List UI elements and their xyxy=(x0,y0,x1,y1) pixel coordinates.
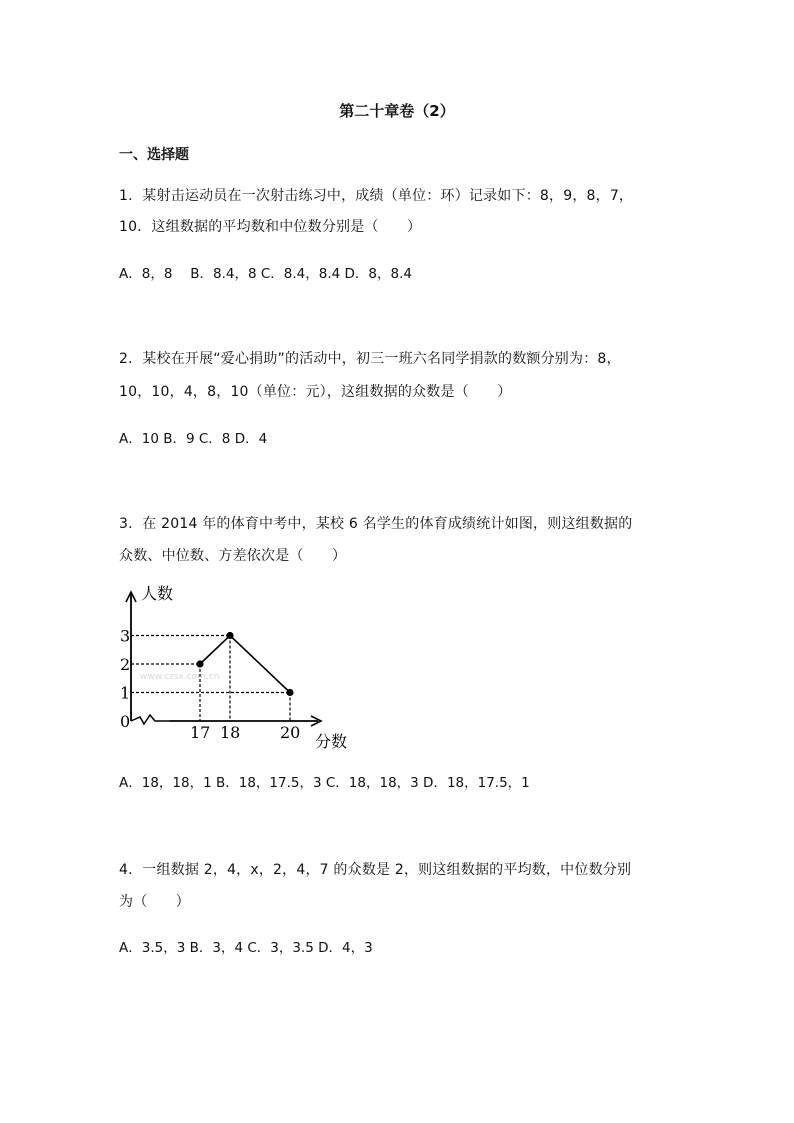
option-d[interactable]: D．4 xyxy=(234,431,268,447)
option-b[interactable]: B．18，17.5，3 xyxy=(215,775,322,791)
question-1-line-2: 10．这组数据的平均数和中位数分别是（ ） xyxy=(119,219,422,235)
question-3-options xyxy=(119,771,530,791)
y-axis-label: 人数 xyxy=(141,584,174,603)
page-title: 第二十章卷（2） xyxy=(339,102,455,120)
x-tick-17: 17 xyxy=(190,723,211,742)
y-tick-3: 3 xyxy=(120,626,131,646)
chart-watermark: www.czsx.com.cn xyxy=(140,672,220,682)
question-4-line-1: 4．一组数据 2，4，x，2，4，7 的众数是 2，则这组数据的平均数，中位数分别 xyxy=(119,862,632,878)
option-c[interactable]: C．8.4，8.4 xyxy=(260,266,341,282)
x-tick-labels xyxy=(190,723,300,742)
axis-break xyxy=(131,715,170,724)
question-1-line-1: 1．某射击运动员在一次射击练习中，成绩（单位：环）记录如下：8，9，8，7， xyxy=(119,188,634,204)
y-tick-2: 2 xyxy=(120,655,131,674)
data-point-17 xyxy=(196,660,203,667)
question-2-options xyxy=(119,427,267,447)
option-b[interactable]: B．3，4 xyxy=(189,940,248,956)
section-heading: 一、选择题 xyxy=(119,147,189,163)
data-points xyxy=(196,632,293,696)
option-b[interactable]: B．8.4，8 xyxy=(190,266,261,282)
x-tick-20: 20 xyxy=(280,723,301,742)
option-d[interactable]: D．8，8.4 xyxy=(344,266,412,282)
question-3-line-2: 众数、中位数、方差依次是（ ） xyxy=(119,548,347,564)
option-a[interactable]: A．8，8 xyxy=(119,266,191,282)
option-c[interactable]: C．8 xyxy=(198,431,235,447)
data-point-20 xyxy=(286,689,293,696)
option-c[interactable]: C．18，18，3 xyxy=(325,775,424,791)
question-1-options xyxy=(119,262,412,282)
x-tick-18: 18 xyxy=(220,723,241,742)
question-2-line-1: 2．某校在开展“爱心捐助”的活动中，初三一班六名同学捐款的数额分别为：8， xyxy=(119,351,621,367)
y-tick-1: 1 xyxy=(120,683,131,703)
question-3-line-1: 3．在 2014 年的体育中考中，某校 6 名学生的体育成绩统计如图，则这组数据的 xyxy=(119,516,633,532)
question-4-options xyxy=(119,936,373,956)
option-a[interactable]: A．10 xyxy=(119,431,164,447)
x-axis-label: 分数 xyxy=(315,732,348,750)
option-b[interactable]: B．9 xyxy=(163,431,199,447)
data-point-18 xyxy=(226,632,233,639)
y-tick-0: 0 xyxy=(120,712,131,731)
option-d[interactable]: D．4，3 xyxy=(318,940,373,956)
scores-chart xyxy=(110,580,360,750)
question-2-line-2: 10，10，4，8，10（单位：元），这组数据的众数是（ ） xyxy=(119,384,512,400)
series-line xyxy=(200,636,290,693)
option-a[interactable]: A．3.5，3 xyxy=(119,940,190,956)
option-c[interactable]: C．3，3.5 xyxy=(247,940,319,956)
question-4-line-2: 为（ ） xyxy=(119,894,190,910)
option-a[interactable]: A．18，18，1 xyxy=(119,775,216,791)
option-d[interactable]: D．18，17.5，1 xyxy=(423,775,530,791)
y-tick-labels xyxy=(120,627,130,732)
